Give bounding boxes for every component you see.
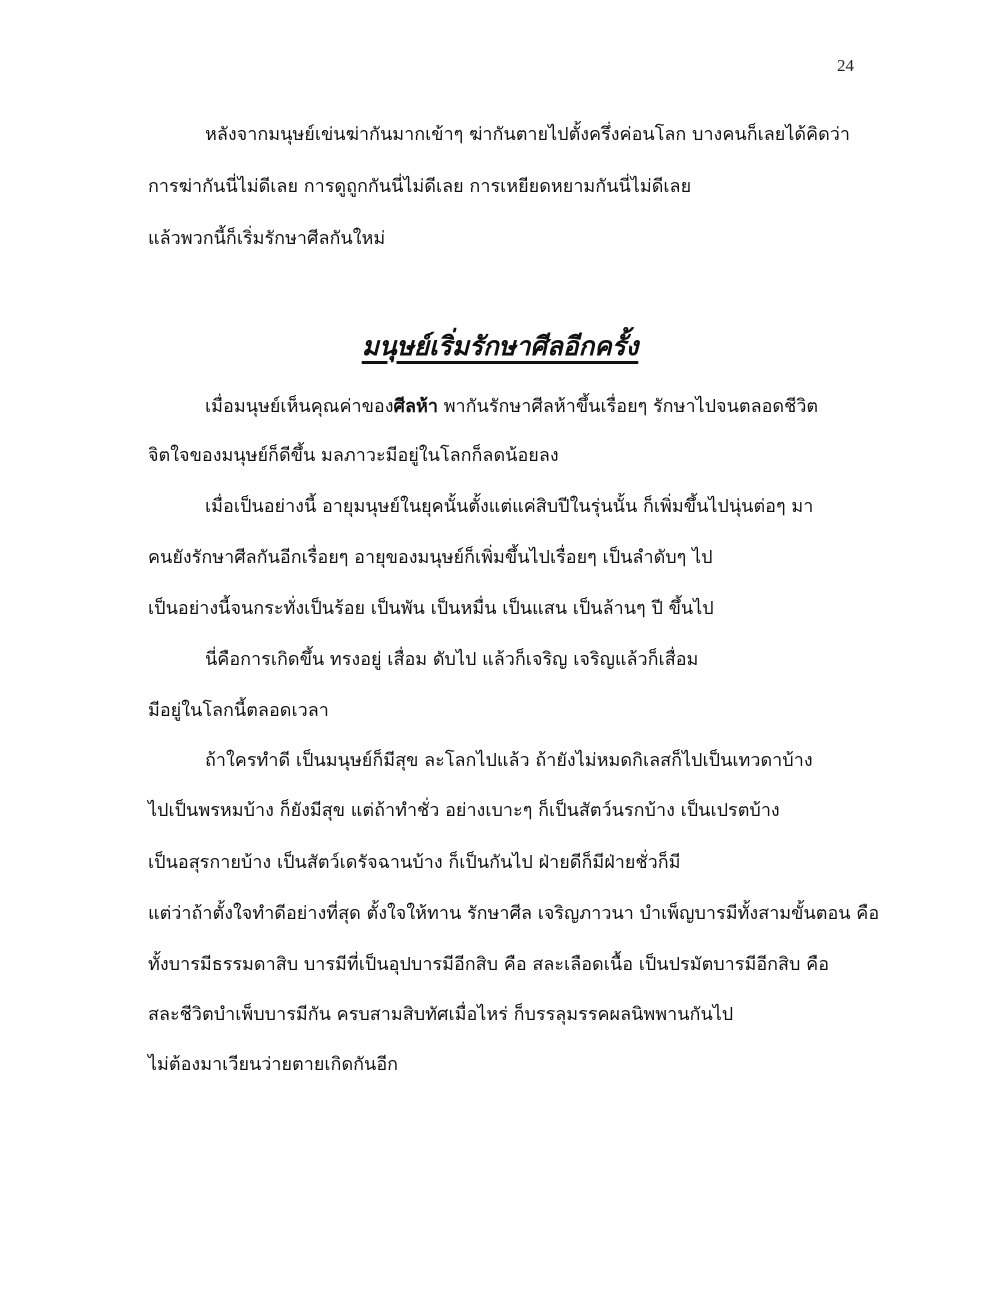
intro-line-3: แล้วพวกนี้ก็เริ่มรักษาศีลกันใหม่ (148, 228, 386, 249)
p4-line-2: ไปเป็นพรหมบ้าง ก็ยังมีสุข แต่ถ้าทำชั่ว อย่างเบาะๆ ก็เป็นสัตว์นรกบ้าง เป็นเปรตบ้าง (148, 800, 780, 821)
p4-line-5: ทั้งบารมีธรรมดาสิบ บารมีที่เป็นอุปบารมีอีกสิบ คือ สละเลือดเนื้อ เป็นปรมัตบารมีอีกสิบ คือ (148, 954, 830, 975)
p3-line-1: นี่คือการเกิดขึ้น ทรงอยู่ เสื่อม ดับไป แล้วก็เจริญ เจริญแล้วก็เสื่อม (205, 649, 699, 670)
p4-line-7: ไม่ต้องมาเวียนว่ายตายเกิดกันอีก (148, 1054, 399, 1075)
section-heading-text: มนุษย์เริ่มรักษาศีลอีกครั้ง (361, 332, 639, 362)
p4-line-1: ถ้าใครทำดี เป็นมนุษย์ก็มีสุข ละโลกไปแล้ว ถ้ายังไม่หมดกิเลสก็ไปเป็นเทวดาบ้าง (205, 750, 813, 771)
p3-line-2: มีอยู่ในโลกนี้ตลอดเวลา (148, 700, 329, 721)
p4-line-3: เป็นอสุรกายบ้าง เป็นสัตว์เดรัจฉานบ้าง ก็เป็นกันไป ฝ่ายดีก็มีฝ่ายชั่วก็มี (148, 852, 681, 873)
p1-line-1 (205, 394, 860, 420)
p2-line-3: เป็นอย่างนี้จนกระทั่งเป็นร้อย เป็นพัน เป็นหมื่น เป็นแสน เป็นล้านๆ ปี ขึ้นไป (148, 598, 714, 619)
p1-bold-term: ศีลห้า (393, 396, 438, 417)
p2-line-1: เมื่อเป็นอย่างนี้ อายุมนุษย์ในยุคนั้นตั้งแต่แค่สิบปีในรุ่นนั้น ก็เพิ่มขึ้นไปนุ่นต่อๆ มา (205, 496, 814, 517)
section-heading (0, 326, 1000, 367)
p1-line-1-after: พากันรักษาศีลห้าขึ้นเรื่อยๆ รักษาไปจนตลอดชีวิต (437, 396, 819, 417)
intro-line-2: การฆ่ากันนี่ไม่ดีเลย การดูถูกกันนี่ไม่ดีเลย การเหยียดหยามกันนี่ไม่ดีเลย (148, 176, 692, 197)
page-number: 24 (837, 56, 854, 75)
p1-line-1-before: เมื่อมนุษย์เห็นคุณค่าของ (205, 396, 394, 417)
p4-line-4: แต่ว่าถ้าตั้งใจทำดีอย่างที่สุด ตั้งใจให้ทาน รักษาศีล เจริญภาวนา บำเพ็ญบารมีทั้งสามขั้นตอน คือ (148, 903, 880, 924)
p4-line-6: สละชีวิตบำเพ็บบารมีกัน ครบสามสิบทัศเมื่อไหร่ ก็บรรลุมรรคผลนิพพานกันไป (148, 1004, 734, 1025)
p1-line-2: จิตใจของมนุษย์ก็ดีขึ้น มลภาวะมีอยู่ในโลกก็ลดน้อยลง (148, 445, 559, 466)
p2-line-2: คนยังรักษาศีลกันอีกเรื่อยๆ อายุของมนุษย์ก็เพิ่มขึ้นไปเรื่อยๆ เป็นลำดับๆ ไป (148, 547, 713, 568)
intro-line-1: หลังจากมนุษย์เข่นฆ่ากันมากเข้าๆ ฆ่ากันตายไปตั้งครึ่งค่อนโลก บางคนก็เลยได้คิดว่า (205, 124, 851, 145)
